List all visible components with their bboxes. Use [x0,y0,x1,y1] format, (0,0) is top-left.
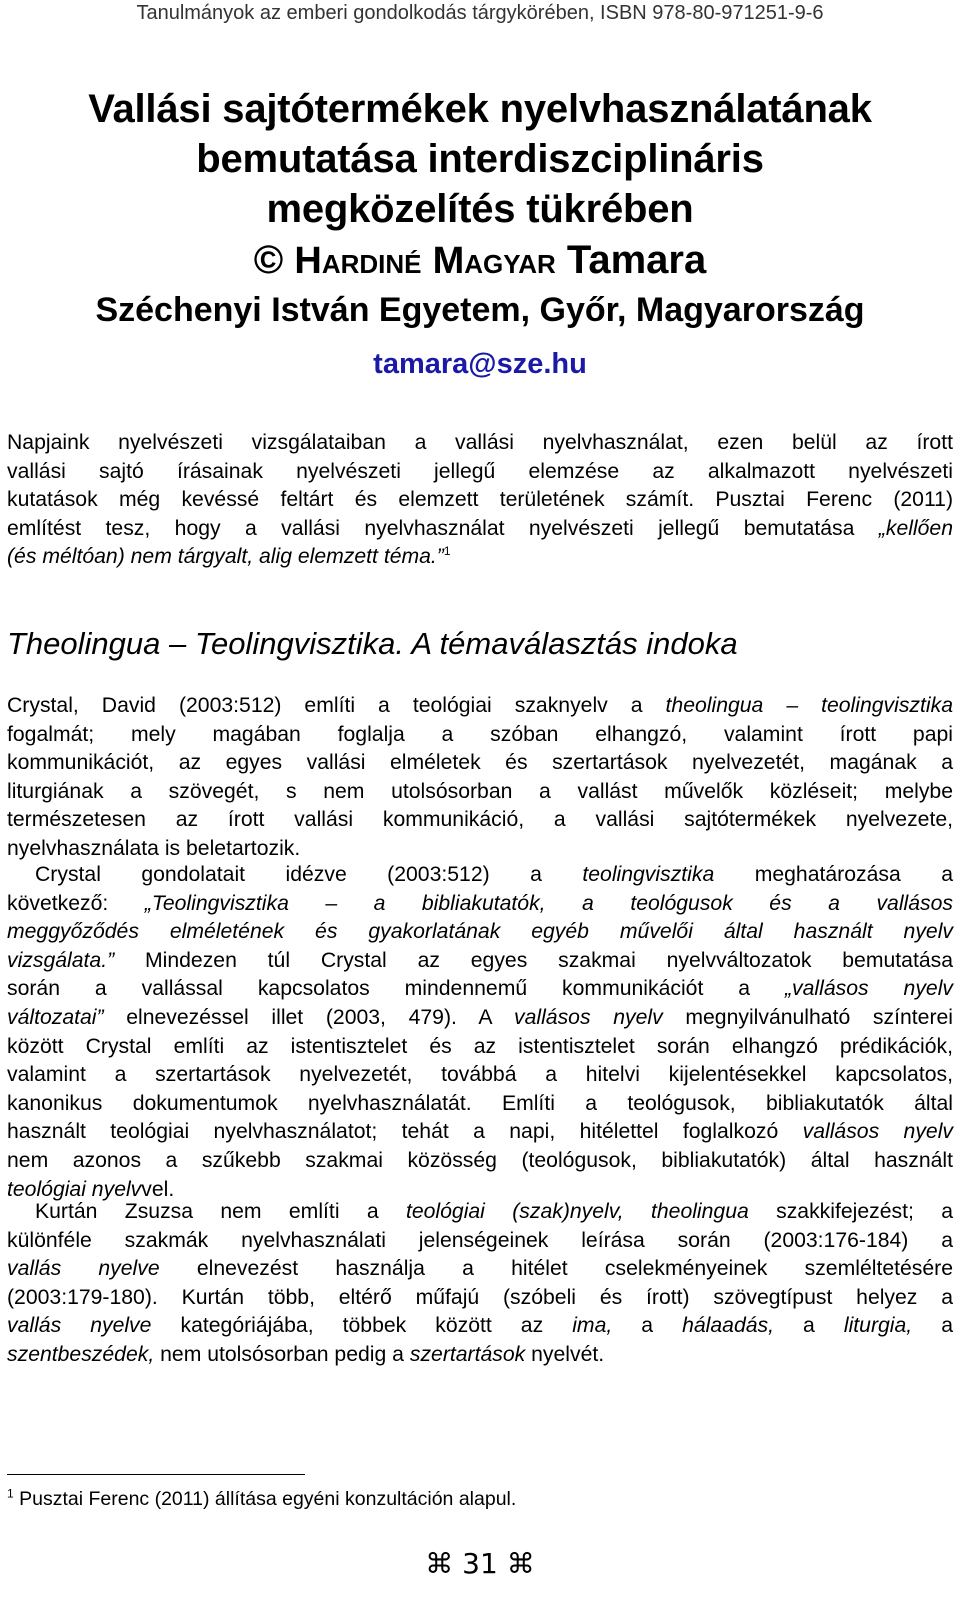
footnote-text: Pusztai Ferenc (2011) állítása egyéni konzultáción alapul. [19,1488,517,1510]
text-run: nem utolsósorban pedig a [160,1342,404,1366]
term-run: theolingua – teolingvisztika [665,694,953,717]
term-run: vallásos nyelv [802,1120,954,1144]
term-run: vallás nyelve [7,1314,152,1338]
affiliation: Széchenyi István Egyetem, Győr, Magyarország [95,291,865,329]
text-run: során a vallással kapcsolatos mindennemű kommunikációt a [7,977,751,1001]
text-run: kategóriájába, többek között az [180,1314,544,1338]
author-line [0,235,960,289]
page-number-value: 31 [462,1547,498,1580]
section-heading: Theolingua – Teolingvisztika. A témaválasztás indoka [7,626,738,661]
page-number [0,1546,960,1582]
text-run: Crystal gondolatait idézve (2003:512) a [35,863,542,886]
term-run: vallásos nyelv [514,1005,663,1029]
text-line [7,1255,953,1284]
text-run: használt teológiai nyelvhasználatot; tehát a napi, hitélettel foglalkozó [7,1120,779,1144]
text-line: nem azonos a szűkebb szakmai közösség (teológusok, bibliakutatók) által használt [7,1148,953,1172]
paragraph-2 [7,861,953,1204]
title-line: Vallási sajtótermékek nyelvhasználatának [88,87,872,131]
text-line [7,918,953,947]
surname-rest: AGYAR [464,249,556,279]
text-run: Mindezen túl Crystal az egyes szakmai nyelvváltozatok bemutatása [144,948,953,972]
text-line [7,890,953,919]
title-line: megközelítés tükrében [266,187,694,231]
term-run: teológiai nyelv [7,1177,142,1201]
footnote-number: 1 [7,1486,14,1501]
text-line: kommunikációt, az egyes vallási elméletek és szertartások nyelvezetét, magának a [7,751,953,775]
term-run: teolingvisztika [582,863,715,886]
text-line: nyelvhasználata is beletartozik. [7,836,301,860]
text-line [7,975,953,1004]
text-line: kanonikus dokumentumok nyelvhasználatát. Említi a teológusok, bibliakutatók által [7,1091,953,1115]
footnote [7,1486,516,1512]
text-run: elnevezéssel illet (2003, 479). A [126,1005,492,1029]
text-line [7,947,953,976]
term-run: szertartások [409,1342,526,1366]
text-line [7,515,953,544]
text-run: Crystal, David (2003:512) említi a teológiai szaknyelv a [7,694,643,717]
text-run: megnyilvánulható színterei [685,1005,953,1029]
surname-initial: M [432,240,465,282]
quote-run: „kellően [878,516,953,540]
text-line [7,1312,953,1341]
term-run: vallás nyelve [7,1257,160,1281]
footnote-divider [7,1474,305,1475]
text-run: elnevezést használja a hitélet cselekményeinek szemléltetésére [196,1257,953,1281]
text-line: (2003:179-180). Kurtán több, eltérő műfajú (szóbeli és írott) szövegtípust helyez a [7,1285,953,1309]
text-line: liturgiának a szövegét, s nem utolsósorban a vallást művelők közléseit; melybe [7,779,953,803]
quote-run: „Teolingvisztika – a bibliakutatók, a teológusok és a vallásos [144,891,953,915]
intro-paragraph [7,429,953,572]
command-icon: ⌘ [425,1547,454,1580]
text-line [7,692,953,721]
text-line: különféle szakmák nyelvhasználati jelenségeinek leírása során (2003:176-184) a [7,1228,953,1252]
text-run: nyelvét. [531,1342,605,1366]
text-line: között Crystal említi az istentisztelet és az istentisztelet során elhangzó prédikációk, [7,1034,953,1058]
surname-initial: H [294,240,322,282]
text-run: említést tesz, hogy a vallási nyelvhasználat nyelvészeti jellegű bemutatása [7,516,855,540]
text-line: Napjaink nyelvészeti vizsgálataiban a vallási nyelvhasználat, ezen belül az írott [7,431,953,454]
text-line [7,1198,953,1227]
given-name: Tamara [566,238,707,282]
term-run: liturgia, [843,1314,913,1338]
text-line: vallási sajtó írásainak nyelvészeti jellegű elemzése az alkalmazott nyelvészeti [7,459,953,483]
text-line [7,861,953,890]
text-run: a [803,1314,815,1338]
text-line: fogalmát; mely magában foglalja a szóban elhangzó, valamint írott papi [7,722,953,746]
text-run: a [941,1314,953,1338]
quote-run: (és méltóan) nem tárgyalt, alig elemzett téma.” [7,545,444,569]
text-run: szakkifejezést; a [776,1200,953,1223]
text-run: meghatározása a [754,863,953,886]
running-header: Tanulmányok az emberi gondolkodás tárgykörében, ISBN 978-80-971251-9-6 [136,2,824,24]
term-run: teológiai (szak)nyelv, theolingua [405,1200,749,1223]
text-line [7,1004,953,1033]
author-email[interactable]: tamara@sze.hu [373,348,587,380]
text-line [7,1118,953,1147]
copyright-symbol: © [253,238,284,282]
article-title [0,84,960,234]
term-run: hálaadás, [682,1314,774,1338]
command-icon: ⌘ [506,1547,535,1580]
text-run: a [641,1314,654,1338]
text-line [7,543,953,572]
term-run: szentbeszédek, [7,1342,155,1366]
quote-run: „vallásos nyelv [785,977,953,1001]
text-line [7,1341,953,1370]
text-run: következő: [7,891,109,915]
title-line: bemutatása interdiszciplináris [196,137,764,181]
text-line: kutatások még kevéssé feltárt és elemzett területének számít. Pusztai Ferenc (2011) [7,488,953,512]
footnote-ref[interactable]: 1 [443,544,451,559]
paragraph-1 [7,692,953,864]
quote-run: változatai” [7,1005,104,1029]
term-run: ima, [572,1314,613,1338]
quote-run: vizsgálata.” [7,948,115,972]
text-run: vel. [141,1177,175,1201]
paragraph-3 [7,1198,953,1370]
text-line: természetesen az írott vallási kommunikáció, a vallási sajtótermékek nyelvezete, [7,808,953,832]
text-line: valamint a szertartások nyelvezetét, továbbá a hitelvi kijelentésekkel kapcsolatos, [7,1063,953,1087]
text-run: Kurtán Zsuzsa nem említi a [35,1200,379,1223]
quote-run: meggyőződés elméletének és gyakorlatának egyéb művelői által használt nyelv [7,920,953,944]
surname-rest: ARDINÉ [321,249,422,279]
